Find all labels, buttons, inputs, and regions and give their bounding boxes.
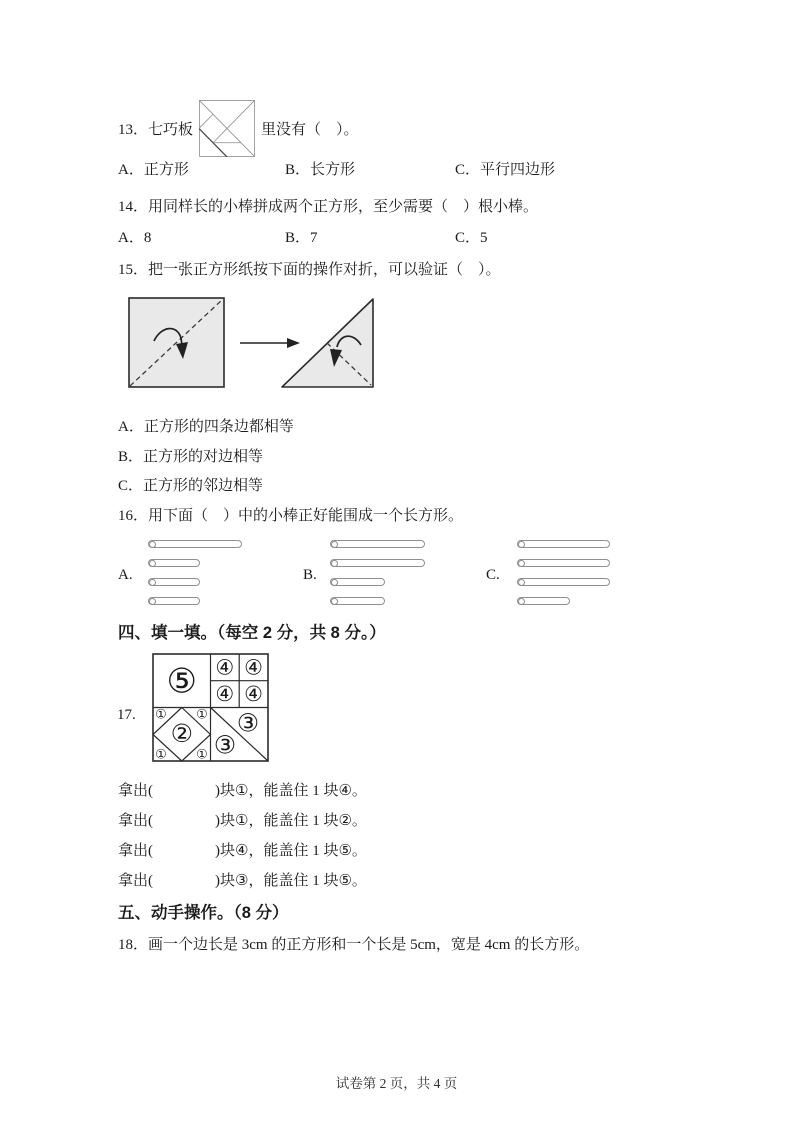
- statement-post: )块③，能盖住 1 块⑤。: [215, 873, 367, 889]
- stick: [517, 597, 570, 605]
- q15-option-c: C．正方形的邻边相等: [118, 478, 264, 494]
- section-5-title: 五、动手操作。（8 分）: [118, 904, 289, 922]
- page-footer: 试卷第 2 页，共 4 页: [335, 1076, 458, 1091]
- stick: [148, 597, 200, 605]
- stick: [517, 559, 610, 567]
- q15-option-a: A．正方形的四条边都相等: [118, 419, 294, 435]
- piece-label-4: ④: [244, 655, 264, 680]
- piece-label-1: ①: [196, 706, 208, 722]
- section-4-title: 四、填一填。（每空 2 分，共 8 分。）: [118, 624, 386, 642]
- piece-label-4: ④: [215, 682, 235, 707]
- q13-option-c: C．平行四边形: [455, 162, 556, 178]
- question-16: 16．用下面（ ）中的小棒正好能围成一个长方形。: [118, 508, 464, 524]
- q17-statement-1: [118, 782, 367, 801]
- question-13-tail: 里没有（ ）。: [261, 121, 359, 138]
- q17-shapes-figure: [152, 653, 269, 762]
- q16-option-label: A.: [118, 567, 133, 583]
- stick: [517, 540, 610, 548]
- q17-statement-4: [118, 872, 367, 891]
- stick: [330, 540, 425, 548]
- statement-post: )块④，能盖住 1 块⑤。: [215, 843, 367, 859]
- piece-label-1: ①: [155, 746, 167, 762]
- statement-pre: 拿出(: [118, 843, 153, 859]
- piece-label-2: ②: [170, 721, 194, 748]
- q14-option-a: A．8: [118, 230, 152, 246]
- question-13: [118, 99, 359, 157]
- stick: [330, 578, 385, 586]
- piece-label-5: ⑤: [166, 663, 198, 701]
- statement-pre: 拿出(: [118, 813, 153, 829]
- q17-statement-2: [118, 812, 367, 831]
- statement-pre: 拿出(: [118, 783, 153, 799]
- question-17-number: 17.: [117, 707, 136, 723]
- folded-triangle-with-dashed-line: [280, 297, 375, 389]
- piece-label-1: ①: [155, 706, 167, 722]
- q15-option-b: B．正方形的对边相等: [118, 449, 264, 465]
- statement-post: )块①，能盖住 1 块②。: [215, 813, 367, 829]
- q16-option-label: C.: [486, 567, 500, 583]
- piece-label-3: ③: [213, 732, 237, 760]
- tangram-figure: [199, 100, 255, 157]
- statement-pre: 拿出(: [118, 873, 153, 889]
- q13-option-b: B．长方形: [285, 162, 356, 178]
- q17-statement-3: [118, 842, 367, 861]
- stick: [148, 540, 242, 548]
- stick: [148, 559, 200, 567]
- statement-post: )块①，能盖住 1 块④。: [215, 783, 367, 799]
- q14-option-c: C．5: [455, 230, 488, 246]
- q14-option-b: B．7: [285, 230, 318, 246]
- piece-label-4: ④: [215, 655, 235, 680]
- fold-square-with-dashed-diagonal: [128, 297, 225, 388]
- question-13-lead: 13．七巧板: [118, 121, 194, 138]
- stick: [517, 578, 610, 586]
- q16-option-label: B.: [303, 567, 317, 583]
- piece-label-1: ①: [196, 746, 208, 762]
- question-15: 15．把一张正方形纸按下面的操作对折，可以验证（ ）。: [118, 262, 501, 278]
- question-14: 14．用同样长的小棒拼成两个正方形，至少需要（ ）根小棒。: [118, 199, 539, 215]
- stick: [330, 597, 385, 605]
- q13-option-a: A．正方形: [118, 162, 189, 178]
- stick: [330, 559, 425, 567]
- piece-label-4: ④: [244, 682, 264, 707]
- stick: [148, 578, 200, 586]
- piece-label-3: ③: [236, 710, 260, 738]
- question-18: 18．画一个边长是 3cm 的正方形和一个长是 5cm，宽是 4cm 的长方形。: [118, 937, 590, 953]
